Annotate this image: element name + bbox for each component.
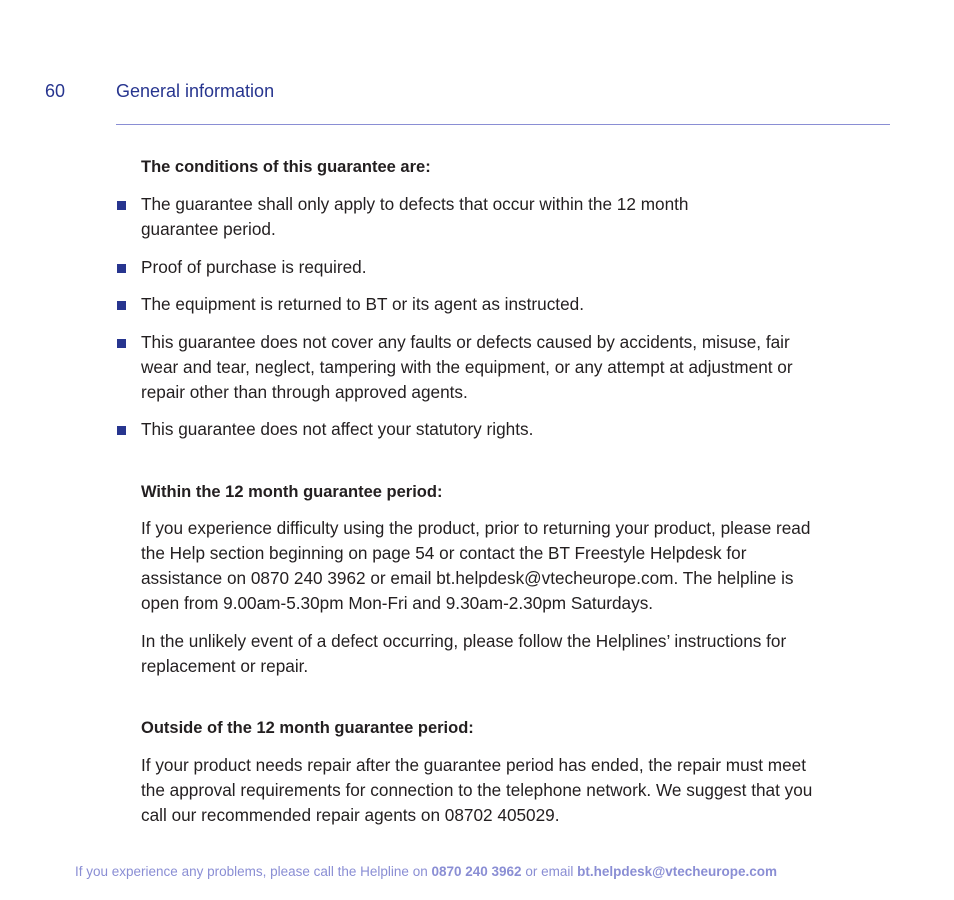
bullet-icon bbox=[117, 339, 126, 348]
bullet-text: guarantee period. bbox=[141, 219, 276, 239]
paragraph-text: replacement or repair. bbox=[141, 656, 309, 676]
bullet-text: repair other than through approved agents. bbox=[141, 382, 468, 402]
header-divider bbox=[116, 124, 890, 125]
section-heading: The conditions of this guarantee are: bbox=[141, 158, 431, 176]
footer-helpline bbox=[75, 864, 777, 879]
bullet-text: This guarantee does not affect your statutory rights. bbox=[141, 419, 534, 439]
paragraph-text: open from 9.00am-5.30pm Mon-Fri and 9.30am-2.30pm Saturdays. bbox=[141, 593, 654, 613]
paragraph-text: the Help section beginning on page 54 or contact the BT Freestyle Helpdesk for bbox=[141, 543, 747, 563]
paragraph-text: In the unlikely event of a defect occurring, please follow the Helplines’ instructions for bbox=[141, 631, 787, 651]
footer-phone: 0870 240 3962 bbox=[431, 864, 522, 879]
paragraph-text: the approval requirements for connection to the telephone network. We suggest that you bbox=[141, 780, 813, 800]
bullet-text: The equipment is returned to BT or its agent as instructed. bbox=[141, 294, 584, 314]
bullet-text: Proof of purchase is required. bbox=[141, 257, 367, 277]
bullet-icon bbox=[117, 201, 126, 210]
page-number: 60 bbox=[45, 81, 66, 101]
paragraph-text: assistance on 0870 240 3962 or email bt.helpdesk@vtecheurope.com. The helpline is bbox=[141, 568, 794, 588]
bullet-icon bbox=[117, 264, 126, 273]
paragraph-text: If you experience difficulty using the product, prior to returning your product, please read bbox=[141, 518, 811, 538]
bullet-text: The guarantee shall only apply to defects that occur within the 12 month bbox=[141, 194, 689, 214]
footer-text: or email bbox=[521, 864, 578, 879]
paragraph-text: call our recommended repair agents on 08702 405029. bbox=[141, 805, 560, 825]
section-heading: Within the 12 month guarantee period: bbox=[141, 483, 443, 501]
section-heading: Outside of the 12 month guarantee period: bbox=[141, 719, 474, 737]
section-title: General information bbox=[116, 81, 275, 101]
bullet-text: wear and tear, neglect, tampering with the equipment, or any attempt at adjustment or bbox=[141, 357, 793, 377]
bullet-icon bbox=[117, 426, 126, 435]
bullet-icon bbox=[117, 301, 126, 310]
footer-email: bt.helpdesk@vtecheurope.com bbox=[577, 864, 778, 879]
footer-text: If you experience any problems, please call the Helpline on bbox=[75, 864, 432, 879]
bullet-text: This guarantee does not cover any faults or defects caused by accidents, misuse, fair bbox=[141, 332, 790, 352]
paragraph-text: If your product needs repair after the guarantee period has ended, the repair must meet bbox=[141, 755, 806, 775]
